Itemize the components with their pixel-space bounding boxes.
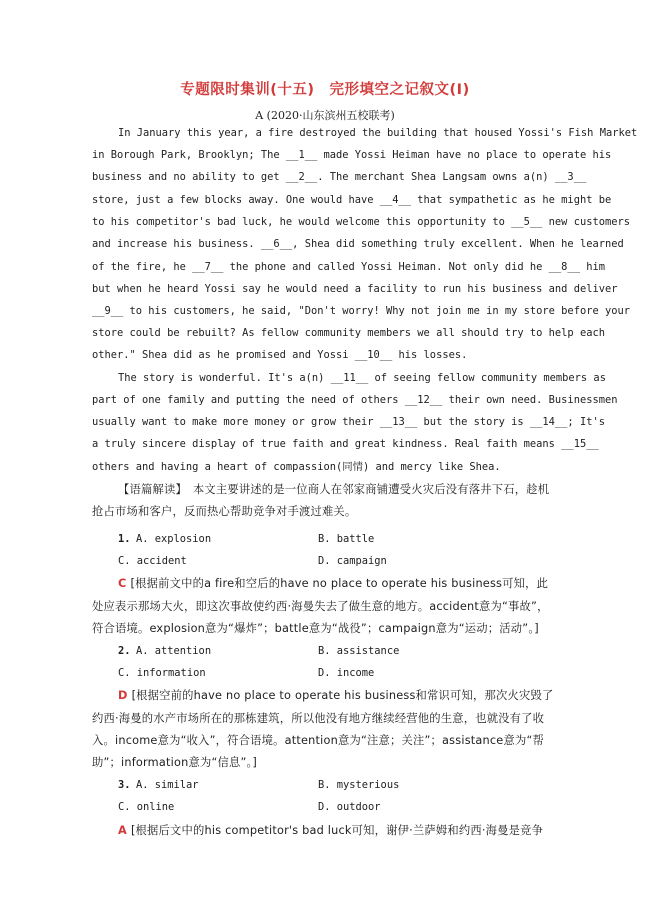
summary-line: 抢占市场和客户，反而热心帮助竞争对手渡过难关。: [92, 505, 357, 518]
option-b: B. battle: [318, 533, 375, 545]
answer-key: C: [118, 577, 127, 590]
option-d: D. campaign: [318, 555, 387, 567]
passage-line: others and having a heart of compassion(同情) and mercy like Shea.: [92, 461, 501, 473]
passage-line: store, just a few blocks away. One would have __4__ that sympathetic as he might be: [92, 194, 612, 206]
question-number: 1.: [118, 533, 131, 545]
source-label: A (2020·山东滨州五校联考): [255, 109, 395, 122]
explanation-line: A [根据后文中的his competitor's bad luck可知，谢伊·兰萨姆和约西·海曼是竞争: [118, 824, 544, 837]
option-a: A. explosion: [136, 533, 212, 545]
option-c: C. information: [118, 667, 206, 679]
passage-line: __9__ to his customers, he said, "Don't worry! Why not join me in my store before your: [92, 305, 630, 317]
option-d: D. income: [318, 667, 375, 679]
passage-line: of the fire, he __7__ the phone and called Yossi Heiman. Not only did he __8__ him: [92, 261, 605, 273]
option-b: B. mysterious: [318, 779, 400, 791]
option-a: A. similar: [136, 779, 199, 791]
explanation-line: 符合语境。explosion意为“爆炸”；battle意为“战役”；campaign意为“运动；活动”。]: [92, 622, 539, 635]
option-c: C. online: [118, 801, 175, 813]
option-c: C. accident: [118, 555, 187, 567]
page-title: 专题限时集训(十五) 完形填空之记叙文(Ⅰ): [180, 82, 470, 98]
question-number: 2.: [118, 645, 131, 657]
explanation-line: D [根据空前的have no place to operate his business和常识可知，那次火灾毁了: [118, 689, 554, 702]
passage-line: other." Shea did as he promised and Yossi __10__ his losses.: [92, 349, 468, 361]
passage-line: In January this year, a fire destroyed the building that housed Yossi's Fish Market: [118, 127, 638, 139]
option-d: D. outdoor: [318, 801, 381, 813]
passage-line: to his competitor's bad luck, he would welcome this opportunity to __5__ new customers: [92, 216, 630, 228]
option-a: A. attention: [136, 645, 212, 657]
passage-line: part of one family and putting the need of others __12__ their own need. Businessmen: [92, 394, 618, 406]
passage-line: in Borough Park, Brooklyn; The __1__ made Yossi Heiman have no place to operate his: [92, 149, 612, 161]
explanation-line: C [根据前文中的a fire和空后的have no place to operate his business可知，此: [118, 577, 549, 590]
passage-line: and increase his business. __6__, Shea did something truly excellent. When he learned: [92, 238, 624, 250]
answer-key: D: [118, 689, 128, 702]
passage-line: store could be rebuilt? As fellow community members we all should try to help each: [92, 327, 605, 339]
summary-line: 【语篇解读】 本文主要讲述的是一位商人在邻家商铺遭受火灾后没有落井下石，趁机: [118, 483, 550, 496]
passage-line: The story is wonderful. It's a(n) __11__ of seeing fellow community members as: [118, 372, 606, 384]
passage-line: usually want to make more money or grow their __13__ but the story is __14__; It's: [92, 416, 605, 428]
option-b: B. assistance: [318, 645, 400, 657]
explanation-line: 约西·海曼的水产市场所在的那栋建筑，所以他没有地方继续经营他的生意，也就没有了收: [92, 712, 545, 725]
explanation-line: 助”；information意为“信息”。]: [92, 756, 257, 769]
passage-line: a truly sincere display of true faith and great kindness. Real faith means __15__: [92, 438, 599, 450]
question-number: 3.: [118, 779, 131, 791]
passage-line: business and no ability to get __2__. The merchant Shea Langsam owns a(n) __3__: [92, 171, 587, 183]
explanation-line: 入。income意为“收入”，符合语境。attention意为“注意；关注”；assistance意为“帮: [92, 734, 544, 747]
answer-key: A: [118, 824, 127, 837]
explanation-line: 处应表示那场大火，即这次事故使约西·海曼失去了做生意的地方。accident意为“事故”，: [92, 600, 549, 613]
passage-line: but when he heard Yossi say he would need a facility to run his business and deliver: [92, 283, 618, 295]
